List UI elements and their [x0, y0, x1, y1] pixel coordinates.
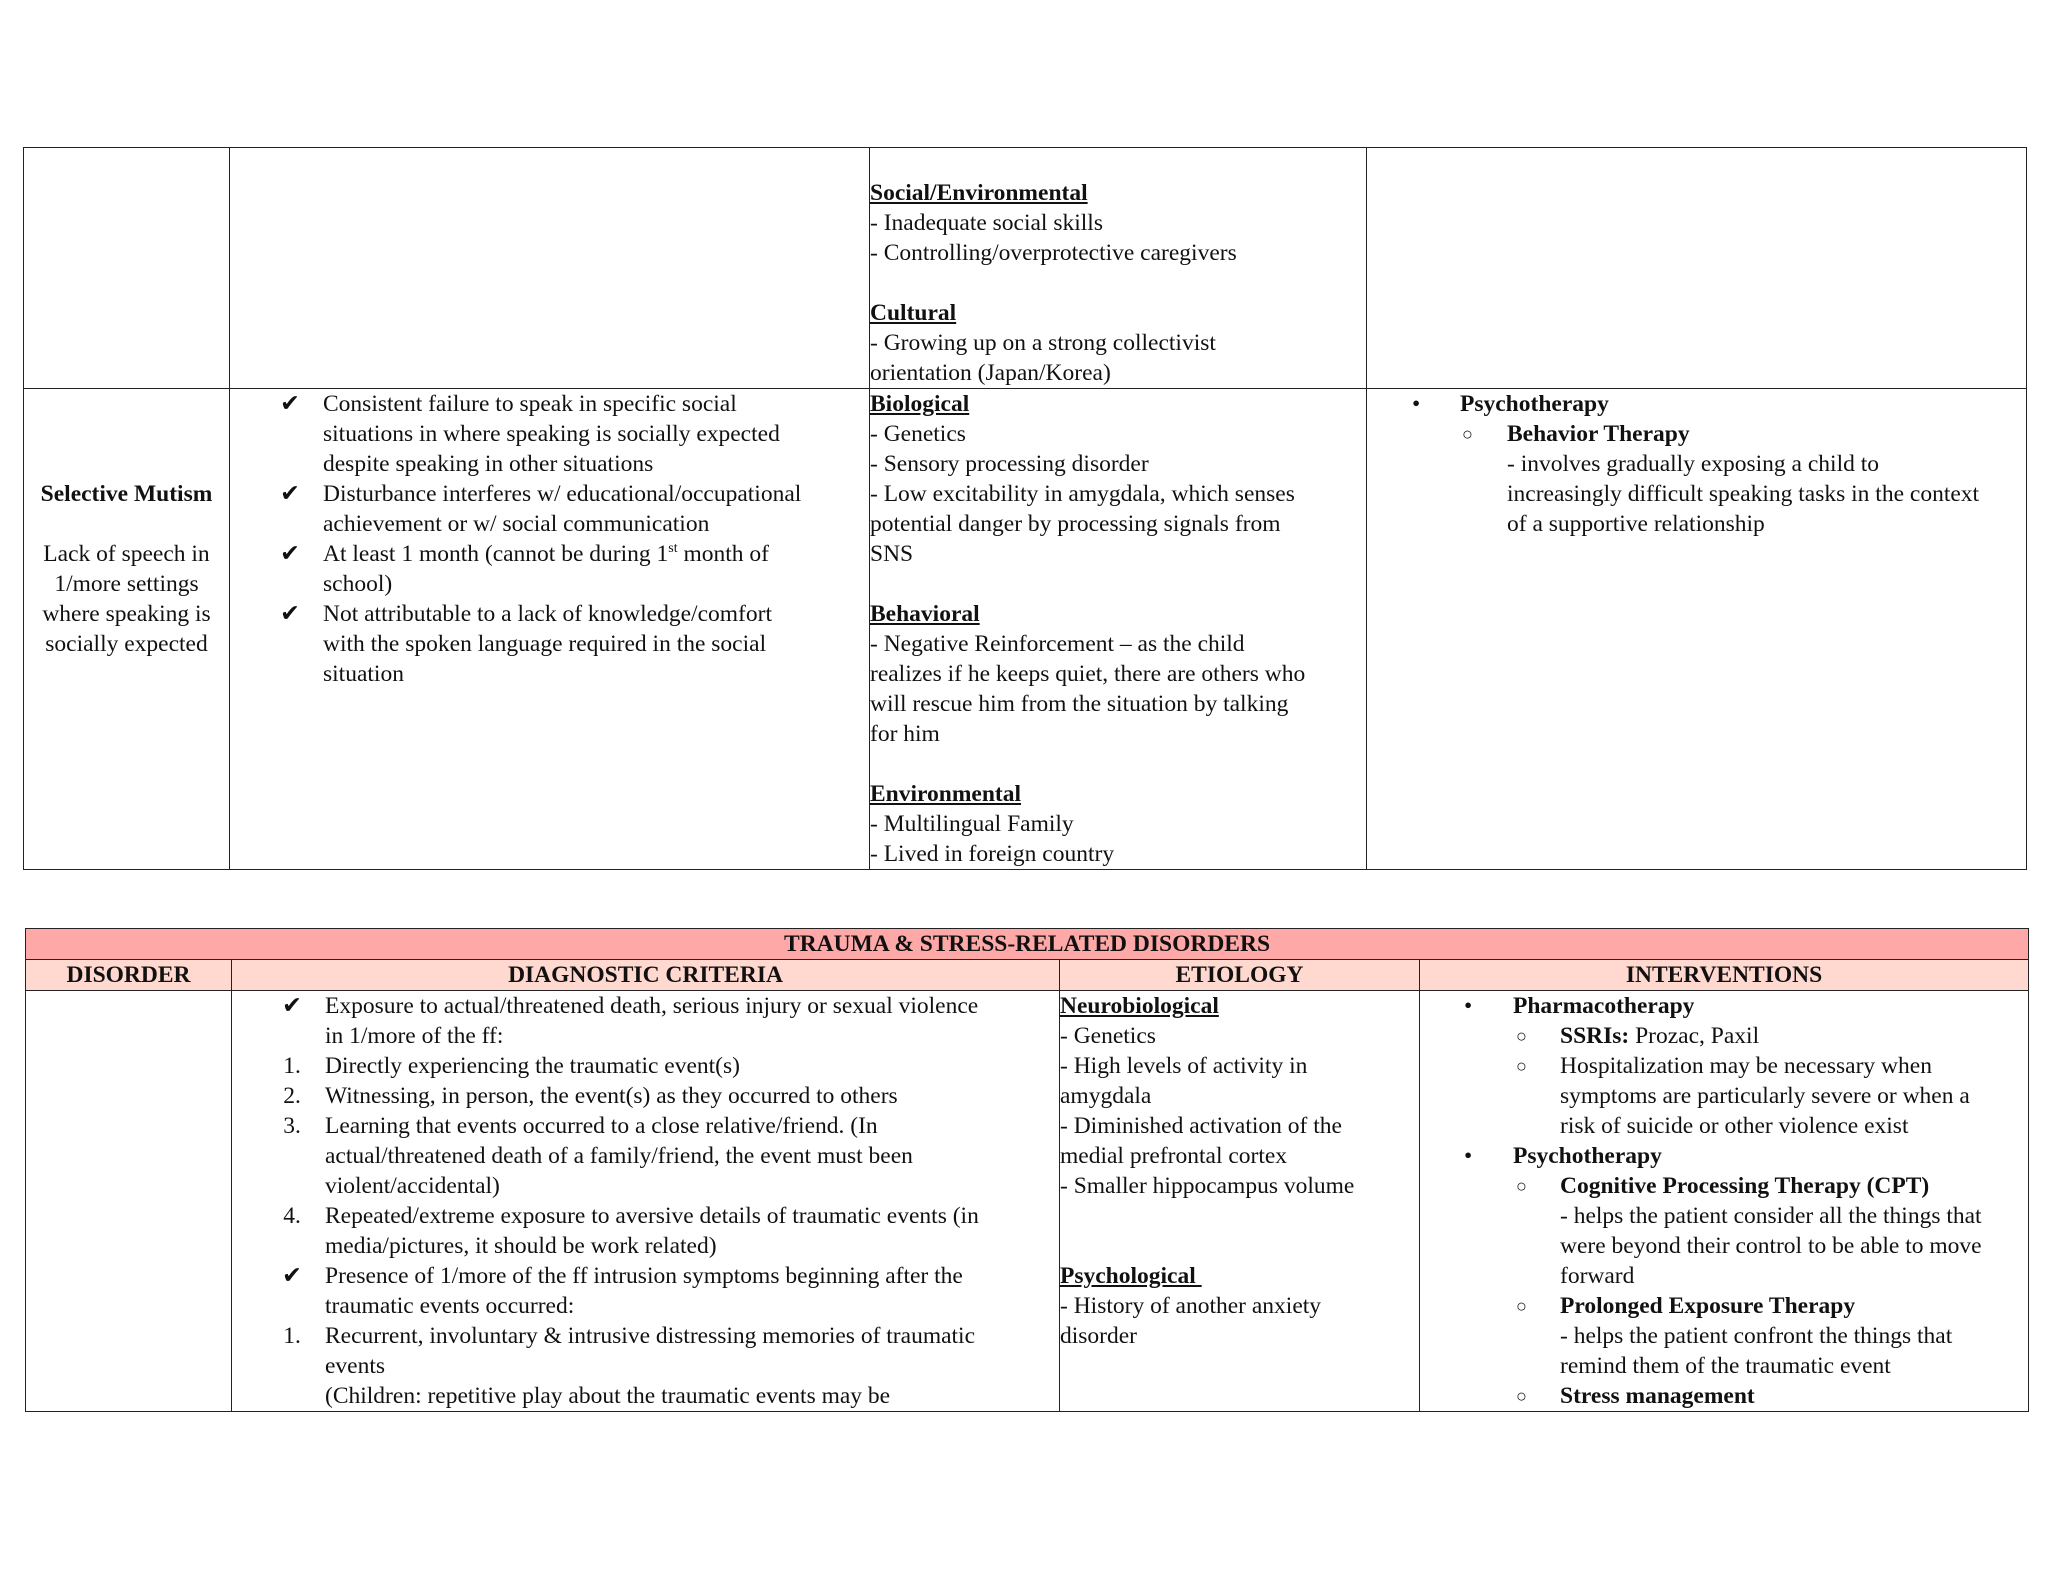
circle-bullet-icon: ○ [1516, 1176, 1527, 1196]
intervention-text: of a supportive relationship [1507, 511, 1765, 537]
criteria-text: school) [323, 571, 393, 597]
criteria-text: traumatic events occurred: [325, 1293, 575, 1319]
etiology-line: disorder [1060, 1323, 1138, 1349]
etiology-line: - Diminished activation of the [1060, 1113, 1342, 1139]
criteria-text: Not attributable to a lack of knowledge/comfort [323, 601, 772, 627]
table-header-row [26, 960, 2029, 991]
disorder-desc-line: 1/more settings [54, 571, 199, 597]
etiology-line: orientation (Japan/Korea) [870, 360, 1111, 386]
intervention-label: SSRIs: [1560, 1023, 1630, 1049]
intervention-subitem [1367, 419, 2026, 539]
criteria-text: events [325, 1353, 386, 1379]
criteria-text: Directly experiencing the traumatic event(s) [325, 1053, 740, 1079]
etiology-heading-psychological: Psychological [1060, 1263, 1202, 1289]
intervention-text: - helps the patient consider all the things that [1560, 1203, 1982, 1229]
disorder-desc-line: socially expected [45, 631, 208, 657]
interventions-cell [1420, 991, 2029, 1412]
intervention-text: - helps the patient confront the things that [1560, 1323, 1953, 1349]
superscript: st [668, 541, 678, 557]
intervention-subitem [1420, 1171, 2028, 1291]
check-icon: ✔ [282, 993, 302, 1019]
etiology-line: - Low excitability in amygdala, which senses [870, 481, 1295, 507]
list-number: 4. [283, 1203, 301, 1229]
criteria-item [230, 479, 869, 539]
criteria-numbered-item [232, 1201, 1059, 1261]
etiology-line: potential danger by processing signals from [870, 511, 1281, 537]
etiology-cell-continued [870, 148, 1367, 389]
criteria-item [230, 539, 869, 599]
criteria-cell-empty [230, 148, 870, 389]
criteria-text: Exposure to actual/threatened death, serious injury or sexual violence [325, 993, 979, 1019]
circle-bullet-icon: ○ [1462, 424, 1473, 444]
criteria-text: actual/threatened death of a family/friend, the event must been [325, 1143, 913, 1169]
check-icon: ✔ [280, 541, 300, 567]
intervention-item [1420, 991, 2028, 1021]
criteria-text: situation [323, 661, 404, 687]
criteria-item [232, 1261, 1059, 1321]
intervention-heading: Psychotherapy [1460, 391, 1609, 417]
bullet-icon: • [1464, 993, 1473, 1019]
etiology-line: - Inadequate social skills [870, 210, 1103, 236]
criteria-text: Consistent failure to speak in specific social [323, 391, 737, 417]
disorder-desc-line: where speaking is [42, 601, 211, 627]
disorder-cell-selective-mutism [24, 389, 230, 870]
criteria-text: situations in where speaking is socially expected [323, 421, 780, 447]
criteria-text: Recurrent, involuntary & intrusive distressing memories of traumatic [325, 1323, 976, 1349]
etiology-line: - Smaller hippocampus volume [1060, 1173, 1355, 1199]
circle-bullet-icon: ○ [1516, 1056, 1527, 1076]
list-number: 2. [283, 1083, 301, 1109]
criteria-numbered-item [232, 1051, 1059, 1081]
anxiety-disorders-table-continued [23, 147, 2027, 870]
criteria-numbered-item [232, 1081, 1059, 1111]
etiology-line: - Multilingual Family [870, 811, 1074, 837]
trauma-disorders-table [25, 928, 2029, 1412]
etiology-heading-biological: Biological [870, 391, 970, 417]
etiology-heading-social: Social/Environmental [870, 180, 1088, 206]
criteria-cell-selective-mutism [230, 389, 870, 870]
criteria-item [230, 389, 869, 479]
etiology-cell-selective-mutism [870, 389, 1367, 870]
intervention-subheading: Prolonged Exposure Therapy [1560, 1293, 1856, 1319]
intervention-text: Hospitalization may be necessary when [1560, 1053, 1932, 1079]
etiology-line: medial prefrontal cortex [1060, 1143, 1288, 1169]
etiology-line: - Lived in foreign country [870, 841, 1115, 867]
intervention-heading: Pharmacotherapy [1513, 993, 1695, 1019]
intervention-subheading: Cognitive Processing Therapy (CPT) [1560, 1173, 1930, 1199]
check-icon: ✔ [280, 601, 300, 627]
disorder-name: Selective Mutism [40, 481, 213, 507]
intervention-subitem [1420, 1051, 2028, 1141]
intervention-text: forward [1560, 1263, 1635, 1289]
criteria-text: Witnessing, in person, the event(s) as they occurred to others [325, 1083, 898, 1109]
etiology-line: - Genetics [870, 421, 966, 447]
intervention-text: risk of suicide or other violence exist [1560, 1113, 1909, 1139]
circle-bullet-icon: ○ [1516, 1026, 1527, 1046]
disorder-cell [26, 991, 232, 1412]
criteria-text: media/pictures, it should be work related) [325, 1233, 717, 1259]
etiology-line: - History of another anxiety [1060, 1293, 1322, 1319]
list-number: 1. [283, 1053, 301, 1079]
intervention-text: were beyond their control to be able to move [1560, 1233, 1982, 1259]
criteria-text: in 1/more of the ff: [325, 1023, 504, 1049]
criteria-text [323, 539, 869, 569]
criteria-cell [232, 991, 1060, 1412]
intervention-subheading: Behavior Therapy [1507, 421, 1690, 447]
etiology-line: - High levels of activity in [1060, 1053, 1308, 1079]
criteria-text: violent/accidental) [325, 1173, 500, 1199]
column-header-diagnostic-criteria: DIAGNOSTIC CRITERIA [232, 960, 1060, 991]
criteria-numbered-item [232, 1321, 1059, 1411]
criteria-text-part: month of [677, 541, 769, 567]
criteria-text: (Children: repetitive play about the traumatic events may be [325, 1383, 891, 1409]
circle-bullet-icon: ○ [1516, 1296, 1527, 1316]
criteria-text: with the spoken language required in the social [323, 631, 767, 657]
intervention-text: increasingly difficult speaking tasks in the context [1507, 481, 1980, 507]
criteria-text-part: At least 1 month (cannot be during 1 [323, 541, 669, 567]
intervention-item [1420, 1141, 2028, 1171]
criteria-numbered-item [232, 1111, 1059, 1201]
criteria-item [230, 599, 869, 689]
intervention-value: Prozac, Paxil [1629, 1023, 1760, 1049]
intervention-subitem [1420, 1381, 2028, 1411]
intervention-subitem [1420, 1021, 2028, 1051]
bullet-icon: • [1464, 1143, 1473, 1169]
intervention-text [1560, 1021, 2028, 1051]
etiology-heading-behavioral: Behavioral [870, 601, 980, 627]
intervention-heading: Psychotherapy [1513, 1143, 1662, 1169]
list-number: 3. [283, 1113, 301, 1139]
intervention-text: remind them of the traumatic event [1560, 1353, 1891, 1379]
circle-bullet-icon: ○ [1516, 1386, 1527, 1406]
criteria-text: Repeated/extreme exposure to aversive details of traumatic events (in [325, 1203, 979, 1229]
table-title-row [26, 929, 2029, 960]
bullet-icon: • [1412, 391, 1421, 417]
intervention-subheading: Stress management [1560, 1383, 1755, 1409]
intervention-text: symptoms are particularly severe or when a [1560, 1083, 1970, 1109]
table-title: TRAUMA & STRESS-RELATED DISORDERS [26, 929, 2029, 960]
criteria-text: despite speaking in other situations [323, 451, 654, 477]
interventions-cell-selective-mutism [1367, 389, 2027, 870]
table-row [26, 991, 2029, 1412]
interventions-cell-empty [1367, 148, 2027, 389]
criteria-text: Disturbance interferes w/ educational/occupational [323, 481, 802, 507]
table-row-selective-mutism [24, 389, 2027, 870]
list-number: 1. [283, 1323, 301, 1349]
etiology-line: for him [870, 721, 940, 747]
etiology-line: will rescue him from the situation by talking [870, 691, 1289, 717]
etiology-line: - Sensory processing disorder [870, 451, 1149, 477]
check-icon: ✔ [280, 481, 300, 507]
check-icon: ✔ [280, 391, 300, 417]
intervention-item [1367, 389, 2026, 419]
column-header-interventions: INTERVENTIONS [1420, 960, 2029, 991]
etiology-heading-neurobiological: Neurobiological [1060, 993, 1219, 1019]
etiology-line: SNS [870, 541, 914, 567]
etiology-heading-environmental: Environmental [870, 781, 1022, 807]
check-icon: ✔ [282, 1263, 302, 1289]
column-header-disorder: DISORDER [26, 960, 232, 991]
etiology-line: - Controlling/overprotective caregivers [870, 240, 1237, 266]
etiology-line: - Growing up on a strong collectivist [870, 330, 1216, 356]
disorder-cell-empty [24, 148, 230, 389]
column-header-etiology: ETIOLOGY [1060, 960, 1420, 991]
etiology-cell [1060, 991, 1420, 1412]
etiology-line: - Negative Reinforcement – as the child [870, 631, 1245, 657]
etiology-line: realizes if he keeps quiet, there are others who [870, 661, 1306, 687]
intervention-subitem [1420, 1291, 2028, 1381]
disorder-desc-line: Lack of speech in [43, 541, 210, 567]
etiology-line: - Genetics [1060, 1023, 1156, 1049]
criteria-text: achievement or w/ social communication [323, 511, 710, 537]
table-row [24, 148, 2027, 389]
criteria-item [232, 991, 1059, 1051]
intervention-text: - involves gradually exposing a child to [1507, 451, 1880, 477]
criteria-text: Learning that events occurred to a close relative/friend. (In [325, 1113, 878, 1139]
criteria-text: Presence of 1/more of the ff intrusion symptoms beginning after the [325, 1263, 963, 1289]
etiology-heading-cultural: Cultural [870, 300, 957, 326]
etiology-line: amygdala [1060, 1083, 1152, 1109]
